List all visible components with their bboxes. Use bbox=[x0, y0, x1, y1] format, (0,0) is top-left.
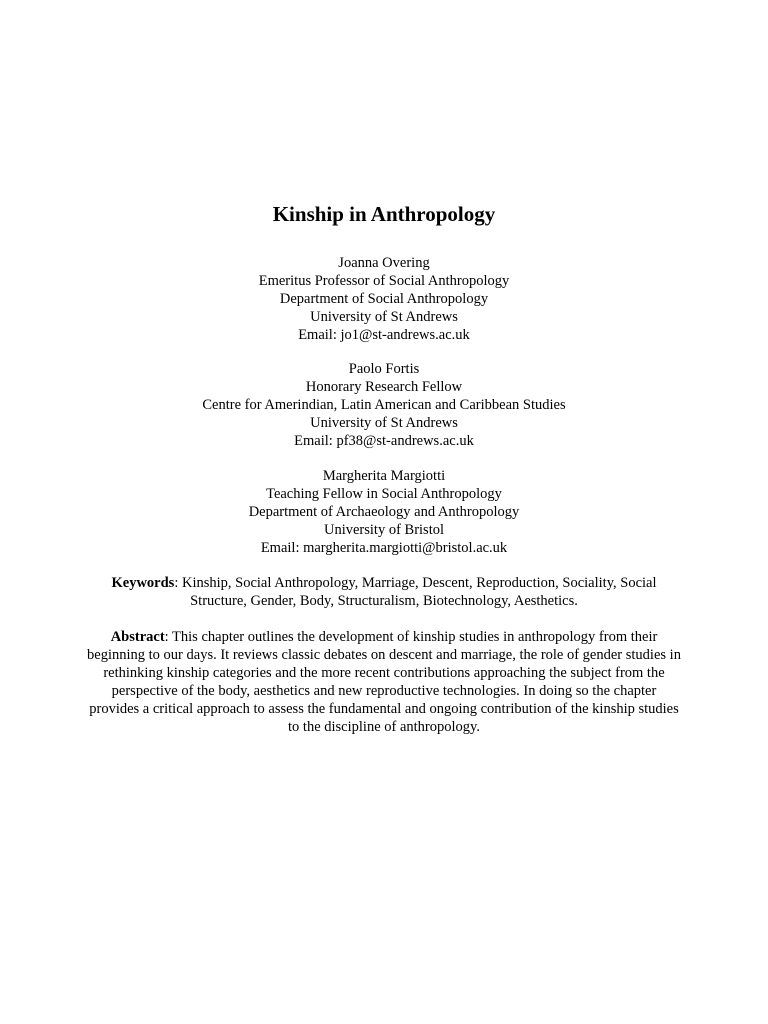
author-email: Email: margherita.margiotti@bristol.ac.uk bbox=[260, 540, 508, 556]
abstract-paragraph bbox=[86, 628, 682, 736]
author-position: Emeritus Professor of Social Anthropology bbox=[258, 273, 510, 289]
author-email: Email: jo1@st-andrews.ac.uk bbox=[298, 327, 470, 343]
author-email: Email: pf38@st-andrews.ac.uk bbox=[294, 433, 474, 449]
author-name: Joanna Overing bbox=[338, 255, 430, 271]
keywords-paragraph bbox=[86, 574, 682, 610]
author-name: Margherita Margiotti bbox=[322, 468, 446, 484]
author-block-overing bbox=[0, 254, 768, 344]
author-name: Paolo Fortis bbox=[348, 361, 420, 377]
author-position: Teaching Fellow in Social Anthropology bbox=[266, 486, 502, 502]
author-department: Department of Archaeology and Anthropology bbox=[248, 504, 520, 520]
abstract-text: : This chapter outlines the development of kinship studies in anthropology from their beginning to our days. It reviews classic debates on descent and marriage, the role of gender studies in rethinking kinship categories and the more recent contributions approaching the subject from the perspective of the body, aesthetics and new reproductive technologies. In doing so the chapter provides a critical approach to assess the fundamental and ongoing contribution of the kinship studies to the discipline of anthropology. bbox=[87, 629, 681, 735]
paper-title: Kinship in Anthropology bbox=[272, 202, 496, 226]
author-institution: University of Bristol bbox=[323, 522, 445, 538]
author-position: Honorary Research Fellow bbox=[305, 379, 463, 395]
keywords-label: Keywords bbox=[111, 575, 175, 591]
author-institution: University of St Andrews bbox=[310, 309, 458, 325]
author-department: Centre for Amerindian, Latin American and Caribbean Studies bbox=[202, 397, 566, 413]
author-block-margiotti bbox=[0, 467, 768, 557]
author-institution: University of St Andrews bbox=[310, 415, 458, 431]
author-department: Department of Social Anthropology bbox=[279, 291, 489, 307]
abstract-label: Abstract bbox=[110, 629, 165, 645]
keywords-text: : Kinship, Social Anthropology, Marriage, Descent, Reproduction, Sociality, Social Structure, Gender, Body, Structuralism, Biotechnology, Aesthetics. bbox=[174, 575, 657, 609]
author-block-fortis bbox=[0, 360, 768, 450]
